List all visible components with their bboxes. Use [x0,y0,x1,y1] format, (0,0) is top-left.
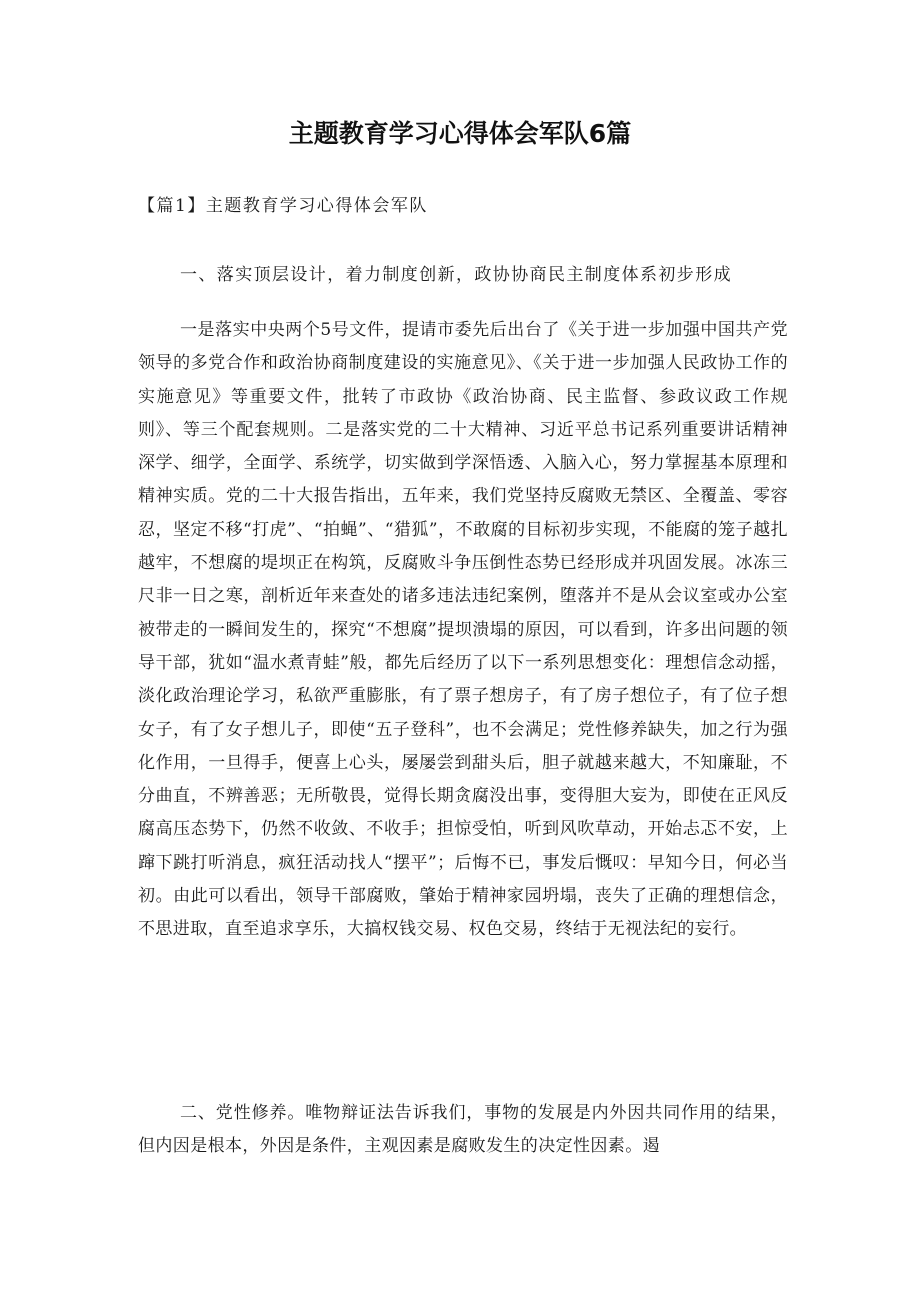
body-paragraph: 二、党性修养。唯物辩证法告诉我们，事物的发展是内外因共同作用的结果，但内因是根本，外因是条件，主观因素是腐败发生的决定性因素。遏 [138,1103,788,1157]
section-label: 【篇1】主题教育学习心得体会军队 [138,196,428,216]
document-title: 主题教育学习心得体会军队6篇 [288,119,632,148]
body-paragraph: 一是落实中央两个5号文件，提请市委先后出台了《关于进一步加强中国共产党领导的多党合作和政治协商制度建设的实施意见》、《关于进一步加强人民政协工作的实施意见》等重要文件，批转了市政协《政治协商、民主监督、参政议政工作规则》、等三个配套规则。二是落实党的二十大精神、习近平总书记系列重要讲话精神深学、细学，全面学、系统学，切实做到学深悟透、入脑入心，努力掌握基本原理和精神实质。党的二十大报告指出，五年来，我们党坚持反腐败无禁区、全覆盖、零容忍，坚定不移“打虎”、“拍蝇”、“猎狐”，不敢腐的目标初步实现，不能腐的笼子越扎越牢，不想腐的堤坝正在构筑，反腐败斗争压倒性态势已经形成并巩固发展。冰冻三尺非一日之寒，剖析近年来查处的诸多违法违纪案例，堕落并不是从会议室或办公室被带走的一瞬间发生的，探究“不想腐”提坝溃塌的原因，可以看到，许多出问题的领导干部，犹如“温水煮青蛙”般，都先后经历了以下一系列思想变化：理想信念动摇，淡化政治理论学习，私欲严重膨胀，有了票子想房子，有了房子想位子，有了位子想女子，有了女子想儿子，即使“五子登科”，也不会满足；党性修养缺失，加之行为强化作用，一旦得手，便喜上心头，屡屡尝到甜头后，胆子就越来越大，不知廉耻，不分曲直，不辨善恶；无所敬畏，觉得长期贪腐没出事，变得胆大妄为，即使在正风反腐高压态势下，仍然不收敛、不收手；担惊受怕，听到风吹草动，开始忐忑不安，上蹿下跳打听消息，疯狂活动找人“摆平”；后悔不已，事发后慨叹：早知今日，何必当初。由此可以看出，领导干部腐败，肇始于精神家园坍塌，丧失了正确的理想信念，不思进取，直至追求享乐，大搞权钱交易、权色交易，终结于无视法纪的妄行。 [138,320,788,940]
section-heading: 一、落实顶层设计，着力制度创新，政协协商民主制度体系初步形成 [180,265,732,285]
